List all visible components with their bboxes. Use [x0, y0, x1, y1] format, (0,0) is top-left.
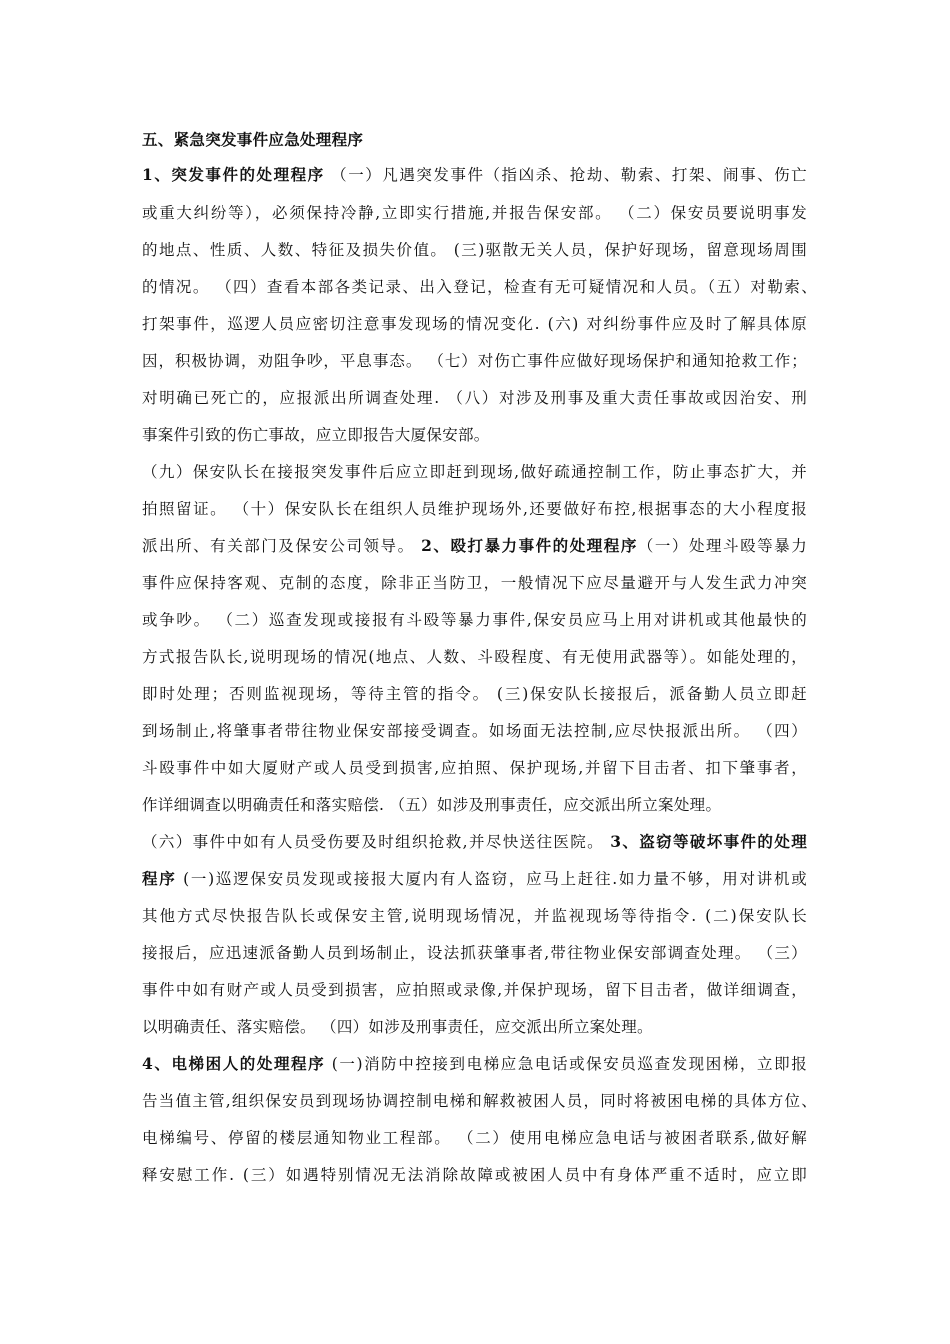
text-line — [142, 423, 490, 445]
body-text: 其他方式尽快报告队长或保安主管,说明现场情况，并监视现场等待指令. (二)保安队长 — [142, 907, 809, 925]
body-text: （六）事件中如有人员受伤要及时组织抢救,并尽快送往医院。 — [142, 833, 611, 851]
text-line — [142, 756, 808, 778]
body-text: 释安慰工作. (三）如遇特别情况无法消除故障或被困人员中有身体严重不适时，应立即 — [142, 1166, 809, 1184]
body-text: 对明确已死亡的，应报派出所调查处理. （八）对涉及刑事及重大责任事故或因治安、刑 — [142, 389, 809, 407]
body-text: 告当值主管,组织保安员到现场协调控制电梯和解救被困人员，同时将被困电梯的具体方位、 — [142, 1092, 818, 1110]
text-line — [142, 608, 808, 630]
bold-heading-text: 1、突发事件的处理程序 — [142, 165, 325, 184]
text-line — [142, 1163, 809, 1185]
body-text: 到场制止,将肇事者带往物业保安部接受调查。如场面无法控制,应尽快报派出所。 （四） — [142, 722, 809, 740]
text-line — [142, 719, 808, 741]
text-line — [142, 312, 808, 334]
body-text: 的地点、性质、人数、特征及损失价值。 (三)驱散无关人员，保护好现场，留意现场周围 — [142, 241, 809, 259]
body-text: 因，积极协调，劝阻争吵，平息事态。 （七）对伤亡事件应做好现场保护和通知抢救工作； — [142, 352, 808, 370]
body-text: 作详细调查以明确责任和落实赔偿. （五）如涉及刑事责任，应交派出所立案处理。 — [142, 796, 722, 814]
text-line — [142, 163, 808, 185]
text-line — [142, 978, 808, 1000]
text-line — [142, 275, 818, 297]
text-line — [142, 645, 808, 667]
text-line — [142, 349, 808, 371]
body-text: 打架事件，巡逻人员应密切注意事发现场的情况变化. (六) 对纠纷事件应及时了解具体原 — [142, 315, 809, 333]
text-line — [142, 793, 721, 815]
body-text: （九）保安队长在接报突发事件后应立即赶到现场,做好疏通控制工作，防止事态扩大，并 — [142, 463, 809, 481]
body-text: 即时处理；否则监视现场，等待主管的指令。 (三)保安队长接报后，派备勤人员立即赶 — [142, 685, 809, 703]
body-text: 或争吵。 （二）巡查发现或接报有斗殴等暴力事件,保安员应马上用对讲机或其他最快的 — [142, 611, 809, 629]
body-text: 电梯编号、停留的楼层通知物业工程部。 （二）使用电梯应急电话与被困者联系,做好解 — [142, 1129, 809, 1147]
body-text: 斗殴事件中如大厦财产或人员受到损害,应拍照、保护现场,并留下目击者、扣下肇事者， — [142, 759, 809, 777]
body-text: 或重大纠纷等），必须保持冷静,立即实行措施,并报告保安部。 （二）保安员要说明事发 — [142, 204, 809, 222]
text-line — [142, 1052, 808, 1074]
text-line — [142, 201, 808, 223]
text-line — [142, 682, 809, 704]
bold-heading-text: 程序 — [142, 869, 177, 888]
bold-heading-text: 3、盗窃等破坏事件的处理 — [610, 832, 809, 851]
text-line — [142, 830, 808, 852]
body-text: 拍照留证。 （十）保安队长在组织人员维护现场外,还要做好布控,根据事态的大小程度报 — [142, 500, 809, 518]
text-line — [142, 497, 808, 519]
body-text: 方式报告队长,说明现场的情况(地点、人数、斗殴程度、有无使用武器等）。如能处理的， — [142, 648, 809, 666]
body-text: 事件中如有财产或人员受到损害，应拍照或录像,并保护现场，留下目击者，做详细调查， — [142, 981, 809, 999]
bold-heading-text: 五、紧急突发事件应急处理程序 — [142, 130, 364, 149]
text-line — [142, 571, 808, 593]
body-text: (一)消防中控接到电梯应急电话或保安员巡查发现困梯，立即报 — [325, 1055, 809, 1073]
body-text: (一)巡逻保安员发现或接报大厦内有人盗窃，应马上赶往.如力量不够，用对讲机或 — [176, 870, 809, 888]
text-line — [142, 1126, 808, 1148]
text-line — [142, 238, 808, 260]
bold-heading-text: 2、殴打暴力事件的处理程序 — [421, 536, 638, 555]
text-line — [142, 128, 363, 150]
body-text: 以明确责任、落实赔偿。 （四）如涉及刑事责任，应交派出所立案处理。 — [142, 1018, 653, 1036]
text-line — [142, 904, 809, 926]
body-text: 派出所、有关部门及保安公司领导。 — [142, 537, 422, 555]
text-line — [142, 1015, 653, 1037]
body-text: 事件应保持客观、克制的态度，除非正当防卫，一般情况下应尽量避开与人发生武力冲突 — [142, 574, 809, 592]
text-line — [142, 941, 808, 963]
bold-heading-text: 4、电梯困人的处理程序 — [142, 1054, 326, 1073]
body-text: （一）处理斗殴等暴力 — [637, 537, 809, 555]
body-text: 事案件引致的伤亡事故，应立即报告大厦保安部。 — [142, 426, 490, 444]
text-line — [142, 867, 808, 889]
body-text: （一）凡遇突发事件（指凶杀、抢劫、勒索、打架、闹事、伤亡 — [324, 166, 809, 184]
body-text: 的情况。 （四）查看本部各类记录、出入登记，检查有无可疑情况和人员。（五）对勒索、 — [142, 278, 819, 296]
text-line — [142, 1089, 818, 1111]
body-text: 接报后，应迅速派备勤人员到场制止，设法抓获肇事者,带往物业保安部调查处理。 （三） — [142, 944, 808, 962]
text-line — [142, 534, 808, 556]
text-line — [142, 386, 808, 408]
text-line — [142, 460, 808, 482]
